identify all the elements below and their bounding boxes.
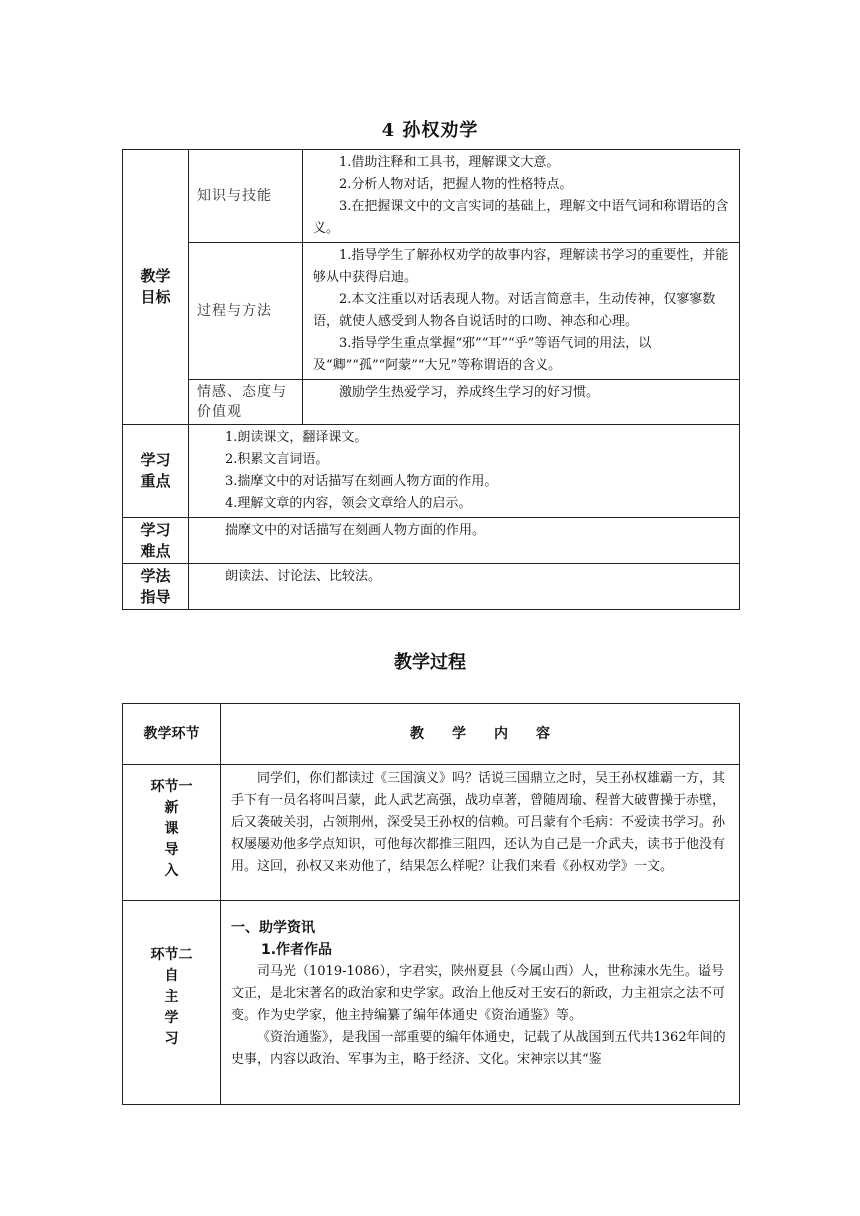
method-label-l2: 指导 xyxy=(140,587,171,606)
page-title: 4 孙权劝学 xyxy=(381,120,479,141)
difficulty-label-l2: 难点 xyxy=(140,541,171,560)
method-label xyxy=(123,564,189,610)
section-paragraph: 《资治通鉴》，是我国一部重要的编年体通史，记载了从战国到五代共1362年间的史事，内容以政治、军事为主，略于经济、文化。宋神宗以其“鉴 xyxy=(231,1030,726,1067)
goal-sub-attitude: 情感、态度与价值观 xyxy=(189,380,303,425)
process-table xyxy=(122,703,740,1105)
goal-item: 2.本文注重以对话表现人物。对话言简意丰，生动传神，仅寥寥数语，就使人感受到人物各自说话时的口吻、神态和心理。 xyxy=(313,292,716,329)
focus-item: 1.朗读课文，翻译课文。 xyxy=(225,430,368,445)
method-label-l1: 学法 xyxy=(140,566,171,585)
goal-content-knowledge xyxy=(303,150,740,243)
goal-sub-process: 过程与方法 xyxy=(189,243,303,380)
section-2-content xyxy=(221,901,740,1105)
goal-content-attitude xyxy=(303,380,740,425)
goal-item: 激励学生热爱学习，养成终生学习的好习惯。 xyxy=(339,385,600,400)
goal-item: 1.借助注释和工具书，理解课文大意。 xyxy=(339,155,560,170)
difficulty-label xyxy=(123,518,189,564)
focus-label xyxy=(123,425,189,518)
focus-content xyxy=(189,425,740,518)
goals-label xyxy=(123,150,189,425)
focus-item: 2.积累文言词语。 xyxy=(225,452,329,467)
goals-label-l2: 目标 xyxy=(140,288,171,306)
section-1-content xyxy=(221,765,740,901)
section-1-label: 环节一 新 课 导 入 xyxy=(123,765,221,901)
goal-item: 1.指导学生了解孙权劝学的故事内容，理解读书学习的重要性，并能够从中获得启迪。 xyxy=(313,248,729,285)
focus-label-l1: 学习 xyxy=(140,451,171,469)
process-header-right: 教 学 内 容 xyxy=(221,704,740,765)
goal-content-process xyxy=(303,243,740,380)
section-heading: 一、助学资讯 xyxy=(231,920,315,936)
goal-item: 2.分析人物对话，把握人物的性格特点。 xyxy=(339,177,573,192)
section-paragraph: 司马光（1019-1086），字君实，陕州夏县（今属山西）人，世称涑水先生。谥号文正，是北宋著名的政治家和史学家。政治上他反对王安石的新政，力主祖宗之法不可变。作为史学家，他主持编纂了编年体通史《资治通鉴》等。 xyxy=(231,964,726,1023)
goal-item: 3.在把握课文中的文言实词的基础上，理解文中语气词和称谓语的含义。 xyxy=(313,199,729,236)
section-subheading: 1.作者作品 xyxy=(261,942,333,958)
focus-label-l2: 重点 xyxy=(140,472,171,490)
method-content: 朗读法、讨论法、比较法。 xyxy=(189,564,740,610)
difficulty-label-l1: 学习 xyxy=(140,520,171,539)
process-header-left: 教学环节 xyxy=(123,704,221,765)
goal-item: 3.指导学生重点掌握“邪”“耳”“乎”等语气词的用法，以及“卿”“孤”“阿蒙”“大兄”等称谓语的含义。 xyxy=(313,336,652,373)
focus-item: 3.揣摩文中的对话描写在刻画人物方面的作用。 xyxy=(225,474,498,489)
section-2-label: 环节二 自 主 学 习 xyxy=(123,901,221,1105)
goal-sub-knowledge: 知识与技能 xyxy=(189,150,303,243)
section-paragraph: 同学们，你们都读过《三国演义》吗？话说三国鼎立之时，吴王孙权雄霸一方，其手下有一员名将叫吕蒙，此人武艺高强，战功卓著，曾随周瑜、程普大破曹操于赤壁，后又袭破关羽，占领荆州，深受吴王孙权的信赖。可吕蒙有个毛病：不爱读书学习。孙权屡屡劝他多学点知识，可他每次都推三阻四，还认为自己是一介武夫，读书于他没有用。这回，孙权又来劝他了，结果怎么样呢？让我们来看《孙权劝学》一文。 xyxy=(231,771,726,874)
objectives-table xyxy=(122,149,740,610)
goals-label-l1: 教学 xyxy=(140,267,171,285)
process-title: 教学过程 xyxy=(394,652,466,673)
difficulty-content: 揣摩文中的对话描写在刻画人物方面的作用。 xyxy=(189,518,740,564)
focus-item: 4.理解文章的内容，领会文章给人的启示。 xyxy=(225,496,472,511)
